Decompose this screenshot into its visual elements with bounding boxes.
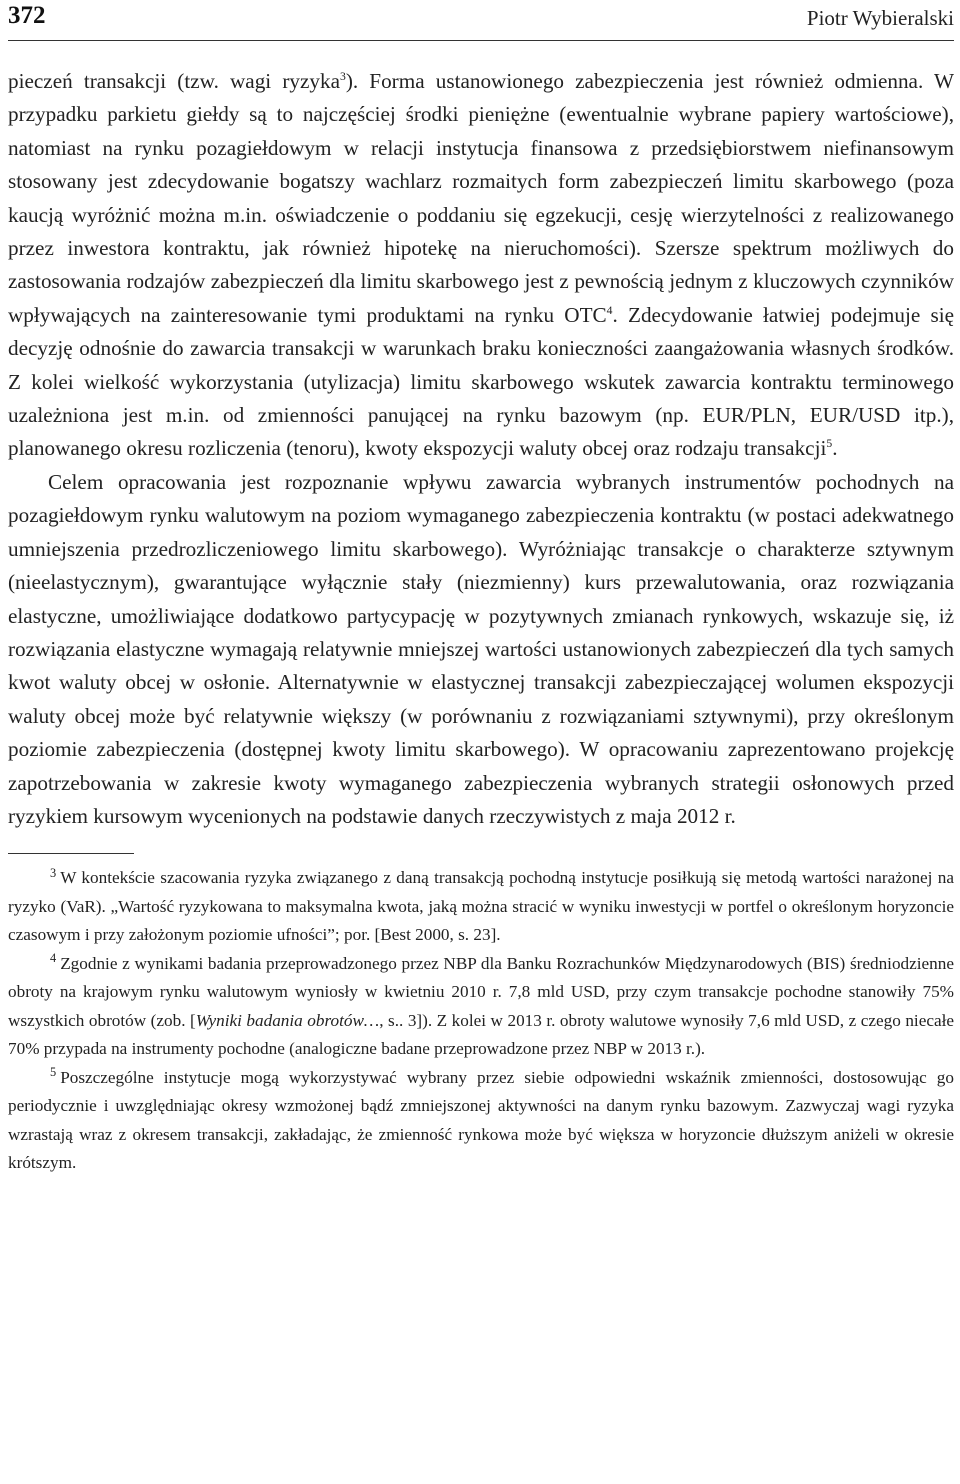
running-head-author: Piotr Wybieralski [806, 6, 954, 30]
footnote-mark: 3 [50, 865, 57, 880]
cited-title: Wyniki badania obrotów… [195, 1010, 380, 1030]
footnote-4 [8, 950, 954, 1064]
paragraph-continued [8, 65, 954, 466]
footnote-text: Poszczególne instytucje mogą wykorzystywać wybrany przez siebie odpowiedni wskaźnik zmienności, dostosowując go periodycznie i uwzględniając okresy wzmożonej bądź zmniejszonej aktywności na danym rynku bazowym. Zazwyczaj wagi ryzyka wzrastają wraz z okresem transakcji, zakładając, że zmienność rynkowa może być większa w horyzoncie dłuższym aniżeli w okresie krótszym. [8, 1067, 954, 1173]
footnote-ref-5[interactable]: 5 [826, 437, 833, 451]
paragraph-text: ). Forma ustanowionego zabezpieczenia jest również odmienna. W przypadku parkietu giełdy są to najczęściej środki pieniężne (ewentualnie wybrane papiery wartościowe), natomiast na rynku pozagiełdowym w relacji instytucja finansowa z przedsiębiorstwem niefinansowym stosowany jest zdecydowanie bogatszy wachlarz rozmaitych form zabezpieczeń limitu skarbowego (poza kaucją wyróżnić można m.in. oświadczenie o poddaniu się egzekucji, cesję wierzytelności z realizowanego przez inwestora kontraktu, jak również hipotekę na nieruchomości). Szersze spektrum możliwych do zastosowania rodzajów zabezpieczeń dla limitu skarbowego jest z pewnością jednym z kluczowych czynników wpływających na zainteresowanie tymi produktami na rynku OTC [8, 69, 954, 327]
footnotes [8, 864, 954, 1178]
footnote-ref-4[interactable]: 4 [606, 303, 613, 317]
footnote-separator [8, 853, 134, 854]
footnote-ref-3[interactable]: 3 [339, 69, 346, 83]
footnote-text: W kontekście szacowania ryzyka związanego z daną transakcją pochodną instytucje posiłkują się metodą wartości narażonej na ryzyko (VaR). „Wartość ryzykowana to maksymalna kwota, jaką można stracić w wyniku inwestycji w portfel o określonym horyzoncie czasowym i przy założonym poziomie ufności”; por. [Best 2000, s. 23]. [8, 868, 954, 945]
footnote-text: , s.. 3]). Z kolei w 2013 r. obroty walutowe wynosiły 7,6 mld USD, z czego niecałe 70% przypada na instrumenty pochodne (analogiczne badane przeprowadzone przez NBP w 2013 r.). [8, 1010, 954, 1059]
paragraph-text: . [832, 436, 838, 461]
paragraph-text: pieczeń transakcji (tzw. wagi ryzyka [8, 69, 340, 93]
page-header [8, 0, 954, 41]
body-text [8, 65, 954, 833]
footnote-text: Zgodnie z wynikami badania przeprowadzonego przez NBP dla Banku Rozrachunków Międzynarodowych (BIS) średniodzienne obroty na krajowym rynku walutowym wyniosły w kwietniu 2010 r. 7,8 mld USD, przy czym transakcje pochodne stanowiły 75% wszystkich obrotów (zob. [ [8, 953, 954, 1030]
footnote-3 [8, 864, 954, 950]
page-number: 372 [8, 2, 46, 29]
page [8, 0, 954, 1178]
paragraph-text: . Zdecydowanie łatwiej podejmuje się decyzję odnośnie do zawarcia transakcji w warunkach braku konieczności zaangażowania własnych środków. Z kolei wielkość wykorzystania (utylizacja) limitu skarbowego wskutek zawarcia kontraktu terminowego uzależniona jest m.in. od zmienności panującej na rynku bazowym (np. EUR/PLN, EUR/USD itp.), planowanego okresu rozliczenia (tenoru), kwoty ekspozycji waluty obcej oraz rodzaju transakcji [8, 302, 954, 461]
footnote-mark: 5 [50, 1065, 57, 1080]
paragraph-aim: Celem opracowania jest rozpoznanie wpływu zawarcia wybranych instrumentów pochodnych na pozagiełdowym rynku walutowym na poziom wymaganego zabezpieczenia kontraktu (w postaci adekwatnego umniejszenia przedrozliczeniowego limitu skarbowego). Wyróżniając transakcje o charakterze sztywnym (nieelastycznym), gwarantujące wyłącznie stały (niezmienny) kurs przewalutowania, oraz rozwiązania elastyczne, umożliwiające dodatkowo partycypację w pozytywnych zmianach rynkowych, wskazuje się, iż rozwiązania elastyczne wymagają relatywnie mniejszej wartości ustanowionych zabezpieczeń dla tych samych kwot waluty obcej w osłonie. Alternatywnie w elastycznej transakcji zabezpieczającej wolumen ekspozycji waluty obcej może być relatywnie większy (w porównaniu z rozwiązaniami sztywnymi), przy określonym poziomie zabezpieczenia (dostępnej kwoty limitu skarbowego). W opracowaniu zaprezentowano projekcję zapotrzebowania w zakresie kwoty wymaganego zabezpieczenia wybranych strategii osłonowych przed ryzykiem kursowym wycenionych na podstawie danych rzeczywistych z maja 2012 r. [8, 469, 954, 828]
footnote-5 [8, 1064, 954, 1178]
footnote-mark: 4 [50, 951, 57, 966]
